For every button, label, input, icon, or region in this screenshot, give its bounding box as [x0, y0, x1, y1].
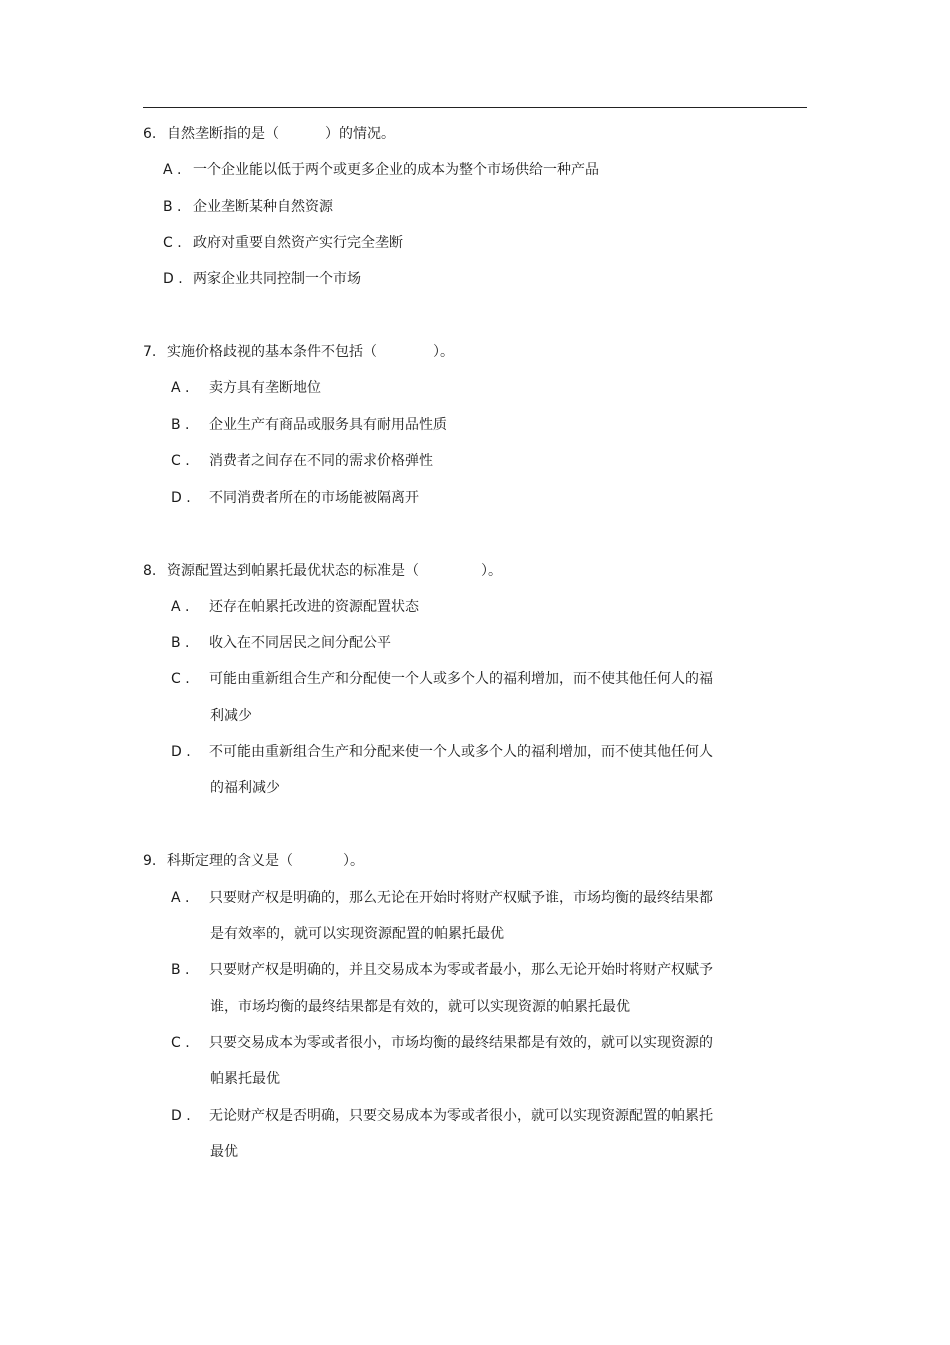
option-text: 一个企业能以低于两个或更多企业的成本为整个市场供给一种产品 — [193, 162, 599, 178]
question-number: 7. — [143, 344, 157, 360]
option-letter: A . — [163, 162, 182, 178]
option-letter: A . — [171, 380, 190, 396]
option-6b — [163, 197, 333, 217]
option-8b — [171, 633, 391, 653]
option-letter: D . — [163, 271, 183, 287]
question-number: 6. — [143, 126, 157, 142]
question-6 — [143, 124, 395, 144]
question-7 — [143, 342, 454, 362]
option-7a — [171, 378, 321, 398]
option-9a — [171, 888, 713, 908]
option-text: 不同消费者所在的市场能被隔离开 — [209, 490, 419, 506]
option-9c-continuation: 帕累托最优 — [210, 1071, 280, 1087]
option-6c — [163, 233, 403, 253]
option-letter: B . — [171, 635, 190, 651]
question-9 — [143, 851, 364, 871]
option-text: 企业生产有商品或服务具有耐用品性质 — [209, 417, 447, 433]
question-stem-after: ）。 — [433, 344, 454, 360]
question-stem-after: ）。 — [343, 853, 364, 869]
option-7c — [171, 451, 433, 471]
question-stem-before: 实施价格歧视的基本条件不包括（ — [167, 344, 377, 360]
option-text: 只要财产权是明确的，那么无论在开始时将财产权赋予谁，市场均衡的最终结果都 — [209, 890, 713, 906]
option-9b-continuation: 谁，市场均衡的最终结果都是有效的，就可以实现资源的帕累托最优 — [210, 999, 630, 1015]
option-letter: C . — [163, 235, 182, 251]
question-stem-after: ）。 — [481, 563, 502, 579]
option-9a-continuation: 是有效率的，就可以实现资源配置的帕累托最优 — [210, 926, 504, 942]
question-number: 8. — [143, 563, 157, 579]
option-letter: A . — [171, 890, 190, 906]
option-letter: D . — [171, 744, 191, 760]
question-stem-after: ）的情况。 — [325, 126, 395, 142]
option-letter: D . — [171, 490, 191, 506]
option-text: 卖方具有垄断地位 — [209, 380, 321, 396]
option-letter: B . — [171, 962, 190, 978]
option-letter: D . — [171, 1108, 191, 1124]
option-text: 政府对重要自然资产实行完全垄断 — [193, 235, 403, 251]
question-8 — [143, 561, 502, 581]
option-text: 企业垄断某种自然资源 — [193, 199, 333, 215]
option-7d — [171, 488, 419, 508]
option-text: 无论财产权是否明确，只要交易成本为零或者很小，就可以实现资源配置的帕累托 — [209, 1108, 713, 1124]
option-9b — [171, 960, 713, 980]
question-stem-before: 科斯定理的含义是（ — [167, 853, 293, 869]
question-stem-before: 自然垄断指的是（ — [167, 126, 279, 142]
option-letter: C . — [171, 453, 190, 469]
option-text: 收入在不同居民之间分配公平 — [209, 635, 391, 651]
header-rule — [143, 107, 807, 108]
question-number: 9. — [143, 853, 157, 869]
option-text: 消费者之间存在不同的需求价格弹性 — [209, 453, 433, 469]
option-8a — [171, 597, 419, 617]
option-text: 可能由重新组合生产和分配使一个人或多个人的福利增加，而不使其他任何人的福 — [209, 671, 713, 687]
option-8c-continuation: 利减少 — [210, 708, 252, 724]
option-text: 不可能由重新组合生产和分配来使一个人或多个人的福利增加，而不使其他任何人 — [209, 744, 713, 760]
option-8d-continuation: 的福利减少 — [210, 780, 280, 796]
option-letter: A . — [171, 599, 190, 615]
option-text: 只要财产权是明确的，并且交易成本为零或者最小，那么无论开始时将财产权赋予 — [209, 962, 713, 978]
option-6a — [163, 160, 599, 180]
option-text: 两家企业共同控制一个市场 — [193, 271, 361, 287]
option-6d — [163, 269, 361, 289]
option-letter: B . — [163, 199, 182, 215]
option-text: 还存在帕累托改进的资源配置状态 — [209, 599, 419, 615]
option-9d — [171, 1106, 713, 1126]
option-8d — [171, 742, 713, 762]
option-letter: C . — [171, 1035, 190, 1051]
option-text: 只要交易成本为零或者很小，市场均衡的最终结果都是有效的，就可以实现资源的 — [209, 1035, 713, 1051]
option-9d-continuation: 最优 — [210, 1144, 238, 1160]
option-letter: B . — [171, 417, 190, 433]
option-8c — [171, 669, 713, 689]
option-7b — [171, 415, 447, 435]
question-stem-before: 资源配置达到帕累托最优状态的标准是（ — [167, 563, 419, 579]
option-9c — [171, 1033, 713, 1053]
option-letter: C . — [171, 671, 190, 687]
